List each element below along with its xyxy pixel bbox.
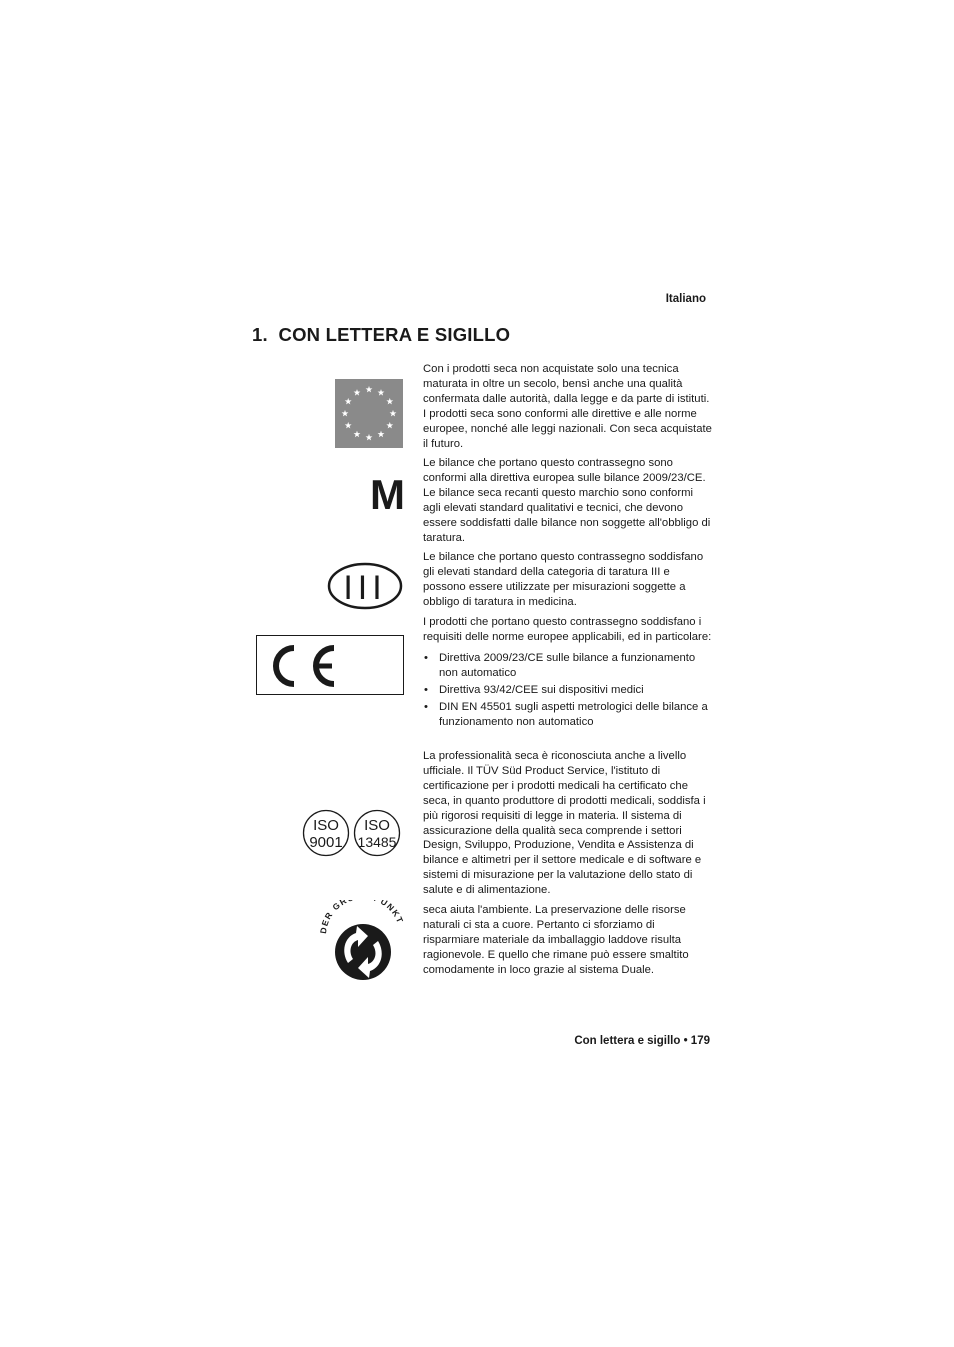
eu-flag-icon	[335, 379, 403, 448]
page-footer: Con lettera e sigillo • 179	[574, 1035, 710, 1047]
section-number: 1.	[252, 324, 268, 345]
green-dot-icon	[320, 900, 406, 984]
paragraph-intro: Con i prodotti seca non acquistate solo una tecnica maturata in oltre un secolo, bensì anche una qualità confermata dalle autorità, dalla legge e da parte di istituti. I prodotti seca sono conformi alle direttive e alle norme europee, nonché alle leggi nazionali. Con seca acquistate il futuro.	[423, 363, 712, 450]
section-title	[252, 324, 510, 346]
paragraph-class-iii: Le bilance che portano questo contrassegno soddisfano gli elevati standard della categoria di taratura III e possono essere utilizzate per misurazioni soggette a obbligo di taratura in medicina.	[423, 551, 704, 608]
list-item: • Direttiva 93/42/CEE sui dispositivi medici	[423, 683, 713, 698]
paragraph-iso: La professionalità seca è riconosciuta anche a livello ufficiale. Il TÜV Süd Product Service, l'istituto di certificazione per i prodotti medicali ha certificato che seca, in quanto produttore di prodotti medicali, soddisfa i più rigorosi requisiti di legge in materia. Il sistema di assicurazione della qualità seca comprende i settori Design, Sviluppo, Produzione, Vendita e Assistenza di bilance e altimetri per il settore medicale e di software e sistemi di misurazione per la valutazione dello stato di salute e di alimentazione.	[423, 750, 706, 897]
metrology-m-icon: M	[370, 471, 405, 518]
list-item: • Direttiva 2009/23/CE sulle bilance a funzionamento non automatico	[423, 651, 713, 681]
language-label: Italiano	[665, 293, 706, 305]
iso-13485-top: ISO	[364, 817, 390, 834]
ce-mark-icon	[256, 635, 404, 695]
section-title-text: CON LETTERA E SIGILLO	[278, 324, 511, 345]
iso-badges	[302, 809, 402, 857]
iso-9001-top: ISO	[313, 817, 339, 834]
iso-9001-bottom: 9001	[309, 834, 343, 851]
iso-13485-bottom: 13485	[357, 834, 397, 850]
list-item: • DIN EN 45501 sugli aspetti metrologici delle bilance a funzionamento non automatico	[423, 700, 713, 730]
svg-text:III: III	[343, 569, 387, 607]
ce-directive-list	[423, 651, 713, 730]
paragraph-ce: I prodotti che portano questo contrassegno soddisfano i requisiti delle norme europee applicabili, ed in particolare: • Direttiva 2009/23/CE sulle bilance a funzionamento non automatico • Direttiva 93/42/CEE sui dispositivi medici • DIN EN 45501 sugli aspetti metrologici delle bilance a funzionamento non automatico	[423, 615, 713, 732]
svg-text:DER GRÜNE PUNKT: ER GR UNKT	[320, 900, 406, 928]
paragraph-green: seca aiuta l'ambiente. La preservazione delle risorse naturali ci sta a cuore. Pertanto ci sforziamo di risparmiare materiale da imballaggio laddove risulta ragionevole. E quello che rimane può essere smaltito comodamente in loco grazie al sistema Duale.	[423, 904, 689, 976]
class-iii-icon	[327, 562, 403, 610]
paragraph-m-mark: Le bilance che portano questo contrassegno sono conformi alla direttiva europea sulle bilance 2009/23/CE. Le bilance seca recanti questo marchio sono conformi agli elevati standard qualitativi e tecnici, che devono essere soddisfatti dalle bilance non soggette all'obbligo di taratura.	[423, 457, 711, 544]
